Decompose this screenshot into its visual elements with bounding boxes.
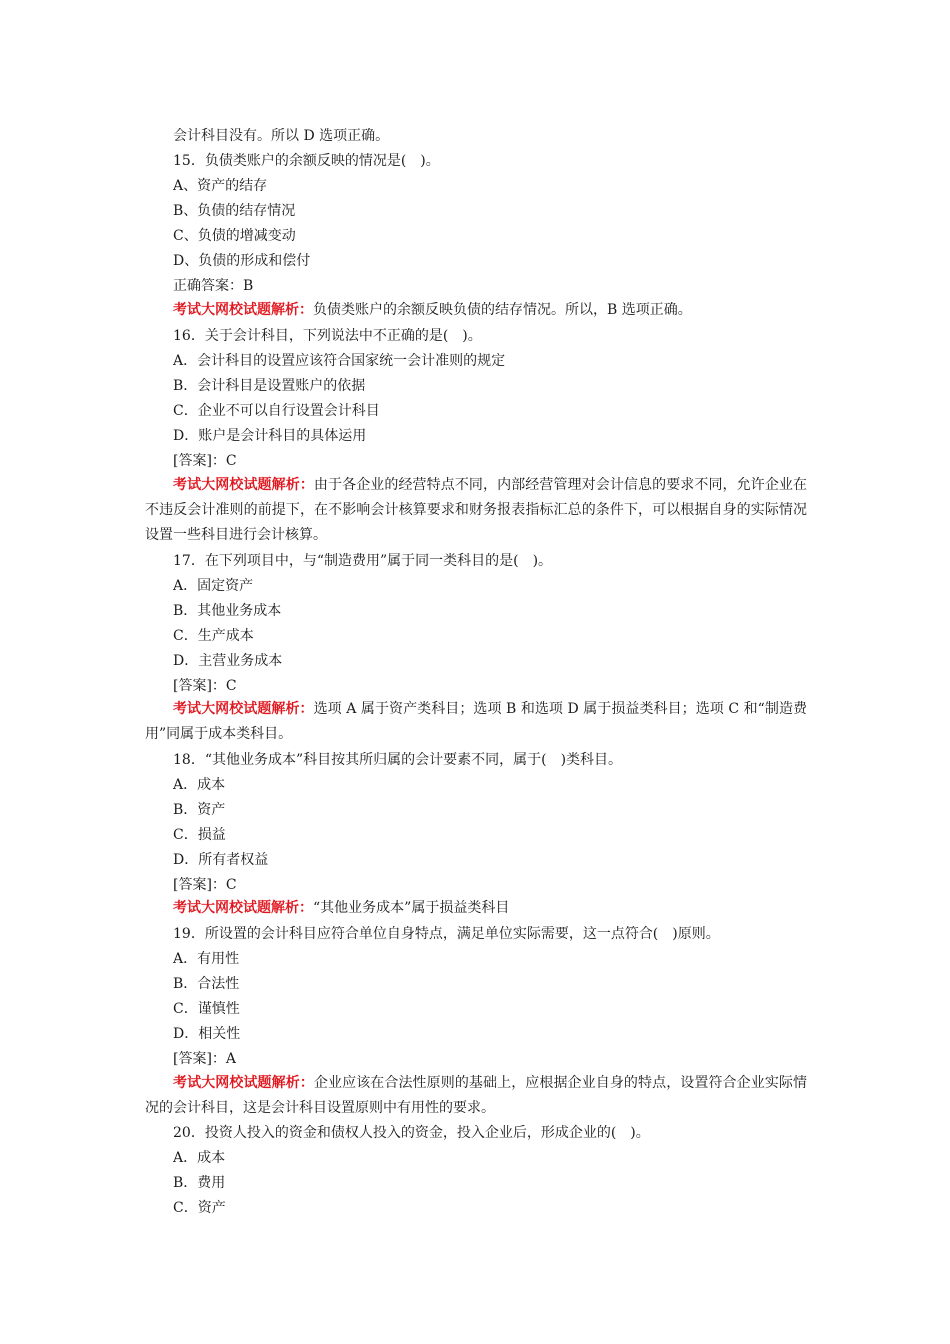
option-line: C．资产 [173,1200,226,1216]
option-line: A．成本 [173,777,226,793]
option-line: D．相关性 [173,1026,241,1042]
option-line: D．主营业务成本 [173,653,283,669]
question-18: 18．“其他业务成本”科目按其所归属的会计要素不同，属于( )类科目。 [173,752,623,768]
option-line: B．会计科目是设置账户的依据 [173,378,366,394]
analysis-text: 负债类账户的余额反映负债的结存情况。所以，B 选项正确。 [313,302,692,318]
option-line: B．费用 [173,1175,226,1191]
question-20: 20．投资人投入的资金和债权人投入的资金，投入企业后，形成企业的( )。 [173,1125,650,1141]
question-17: 17．在下列项目中，与“制造费用”属于同一类科目的是( )。 [173,553,553,569]
answer-line: [答案]：C [173,877,237,893]
option-line: A．会计科目的设置应该符合国家统一会计准则的规定 [173,353,506,369]
option-line: A、资产的结存 [173,178,268,194]
question-19: 19．所设置的会计科目应符合单位自身特点，满足单位实际需要，这一点符合( )原则。 [173,926,720,942]
analysis-paragraph [145,896,807,921]
answer-line: 正确答案：B [173,278,254,294]
answer-line: [答案]：C [173,453,237,469]
analysis-text: 企业应该在合法性原则的基础上，应根据企业自身的特点，设置符合企业实际情况的会计科目，这是会计科目设置原则中有用性的要求。 [145,1075,808,1116]
analysis-paragraph [145,1071,807,1121]
option-line: A．固定资产 [173,578,254,594]
text-line: 会计科目没有。所以 D 选项正确。 [173,128,390,144]
option-line: C．生产成本 [173,628,254,644]
analysis-text: 由于各企业的经营特点不同，内部经营管理对会计信息的要求不同，允许企业在不违反会计准则的前提下，在不影响会计核算要求和财务报表指标汇总的条件下，可以根据自身的实际情况设置一些科目进行会计核算。 [145,477,808,543]
analysis-paragraph [145,697,807,747]
option-line: C、负债的增减变动 [173,228,296,244]
analysis-label: 考试大网校试题解析： [173,900,313,916]
option-line: C．企业不可以自行设置会计科目 [173,403,380,419]
analysis-text: “其他业务成本”属于损益类科目 [313,900,510,916]
analysis-label: 考试大网校试题解析： [173,701,314,717]
option-line: B．其他业务成本 [173,603,282,619]
option-line: B．合法性 [173,976,240,992]
option-line: A．有用性 [173,951,240,967]
option-line: C．损益 [173,827,226,843]
answer-line: [答案]：C [173,678,237,694]
analysis-paragraph [145,298,807,323]
analysis-label: 考试大网校试题解析： [173,477,314,493]
analysis-text: 选项 A 属于资产类科目；选项 B 和选项 D 属于损益类科目；选项 C 和“制造费用”同属于成本类科目。 [145,701,808,742]
question-15: 15．负债类账户的余额反映的情况是( )。 [173,153,440,169]
option-line: D．所有者权益 [173,852,269,868]
option-line: A．成本 [173,1150,226,1166]
option-line: C．谨慎性 [173,1001,240,1017]
answer-line: [答案]：A [173,1051,237,1067]
analysis-label: 考试大网校试题解析： [173,302,313,318]
question-16: 16．关于会计科目，下列说法中不正确的是( )。 [173,328,482,344]
analysis-label: 考试大网校试题解析： [173,1075,314,1091]
option-line: B．资产 [173,802,226,818]
option-line: B、负债的结存情况 [173,203,296,219]
analysis-paragraph [145,473,807,548]
option-line: D．账户是会计科目的具体运用 [173,428,367,444]
option-line: D、负债的形成和偿付 [173,253,311,269]
